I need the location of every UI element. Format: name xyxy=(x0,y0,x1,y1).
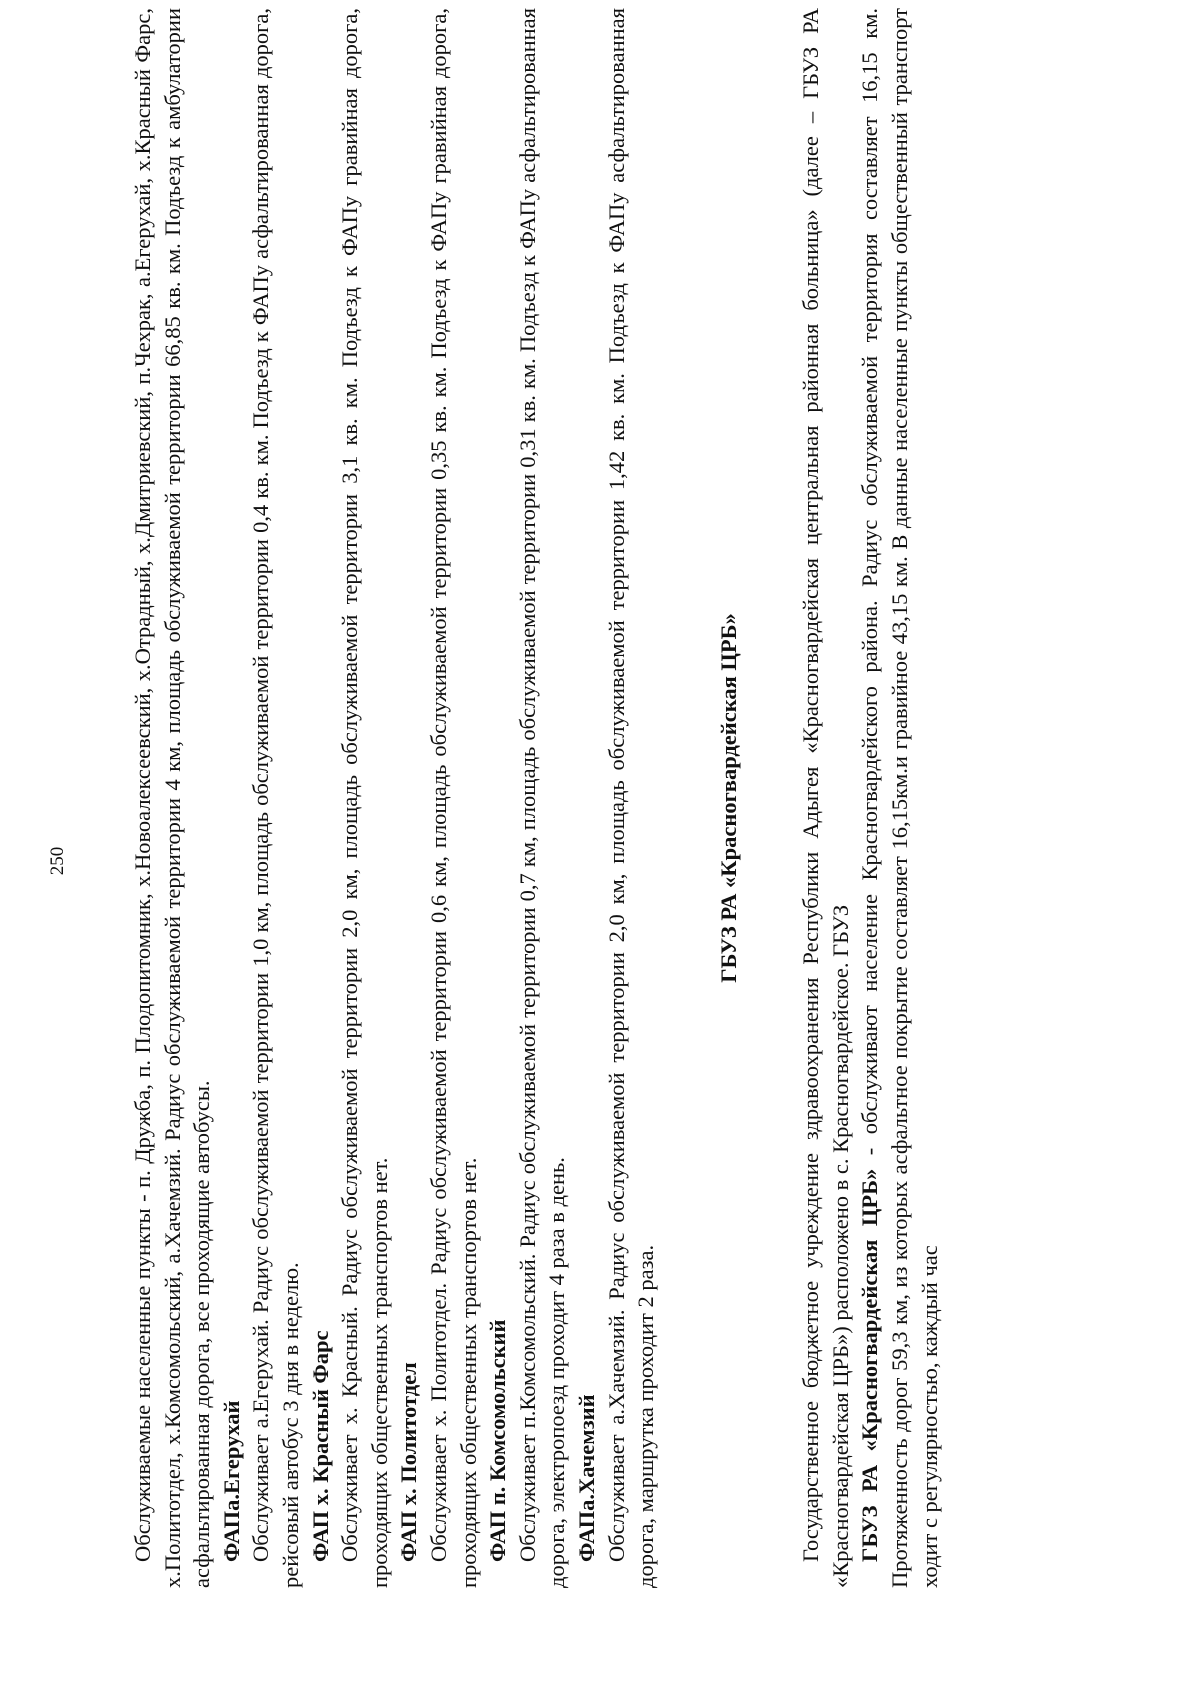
fap-heading-krasny-fars: ФАП х. Красный Фарс xyxy=(307,1330,333,1562)
fap-heading-egeruhai: ФАПа.Егерухай xyxy=(218,1400,244,1562)
crb-details-text: - обслуживают население Красногвардейского района. Радиус обслуживаемой территория составляет 16,15 км. Протяженность дорог 59,3 км, из которых асфальтное покрытие составляет 16,15км.и гравийное 43,15 км. В данные населенные пункты общественный транспорт ходит с регулярностью, каждый час xyxy=(857,8,942,1588)
document-body xyxy=(128,8,1008,1588)
fap-paragraph-komsomolsky: Обслуживает п.Комсомольский. Радиус обслуживаемой территории 0,7 км, площадь обслуживаемой территории 0,31 кв. км. Подъезд к ФАПу асфальтированная дорога, электропоезд проходит 4 раза в день. xyxy=(514,8,570,1588)
fap-heading-hachemziy: ФАПа.Хачемзий xyxy=(573,1394,599,1562)
section-title: ГБУЗ РА «Красногвардейская ЦРБ» xyxy=(715,613,741,983)
crb-name-bold: ГБУЗ РА «Красногвардейская ЦРБ» xyxy=(857,1168,883,1562)
fap-paragraph-politotdel: Обслуживает х. Политотдел. Радиус обслуживаемой территории 0,6 км, площадь обслуживаемой территории 0,35 кв. км. Подъезд к ФАПу гравийная дорога, проходящих общественных транспортов нет. xyxy=(425,8,481,1588)
intro-paragraph: Обслуживаемые населенные пункты - п. Дружба, п. Плодопитомник, х.Новоалексеевский, х.Отрадный, х.Дмитриевский, п.Чехрак, а.Егерухай, х.Красный Фарс, х.Политотдел, х.Комсомольский, а.Хачемзий. Радиус обслуживаемой территории 4 км, площадь обслуживаемой территории 66,85 кв. км. Подъезд к амбулатории асфальтированная дорога, все проходящие автобусы. xyxy=(130,8,215,1588)
fap-heading-komsomolsky: ФАП п. Комсомольский xyxy=(485,1319,511,1562)
fap-heading-politotdel: ФАП х. Политотдел xyxy=(396,1362,422,1562)
crb-details-paragraph xyxy=(855,8,944,1588)
fap-paragraph-egeruhai: Обслуживает а.Егерухай. Радиус обслуживаемой территории 1,0 км, площадь обслуживаемой территории 0,4 кв. км. Подъезд к ФАПу асфальтированная дорога, рейсовый автобус 3 дня в неделю. xyxy=(248,8,303,1588)
crb-intro-paragraph: Государственное бюджетное учреждение здравоохранения Республики Адыгея «Красногвардейская центральная районная больница» (далее – ГБУЗ РА «Красногвардейская ЦРБ») расположено в с. Красногвардейское. ГБУЗ xyxy=(798,8,853,1588)
fap-paragraph-hachemziy: Обслуживает а.Хачемзий. Радиус обслуживаемой территории 2,0 км, площадь обслуживаемой территории 1,42 кв. км. Подъезд к ФАПу асфальтированная дорога, маршрутка проходит 2 раза. xyxy=(603,8,659,1588)
fap-paragraph-krasny-fars: Обслуживает х. Красный. Радиус обслуживаемой территории 2,0 км, площадь обслуживаемой территории 3,1 кв. км. Подъезд к ФАПу гравийная дорога, проходящих общественных транспортов нет. xyxy=(337,8,392,1588)
page-number: 250 xyxy=(47,846,68,876)
